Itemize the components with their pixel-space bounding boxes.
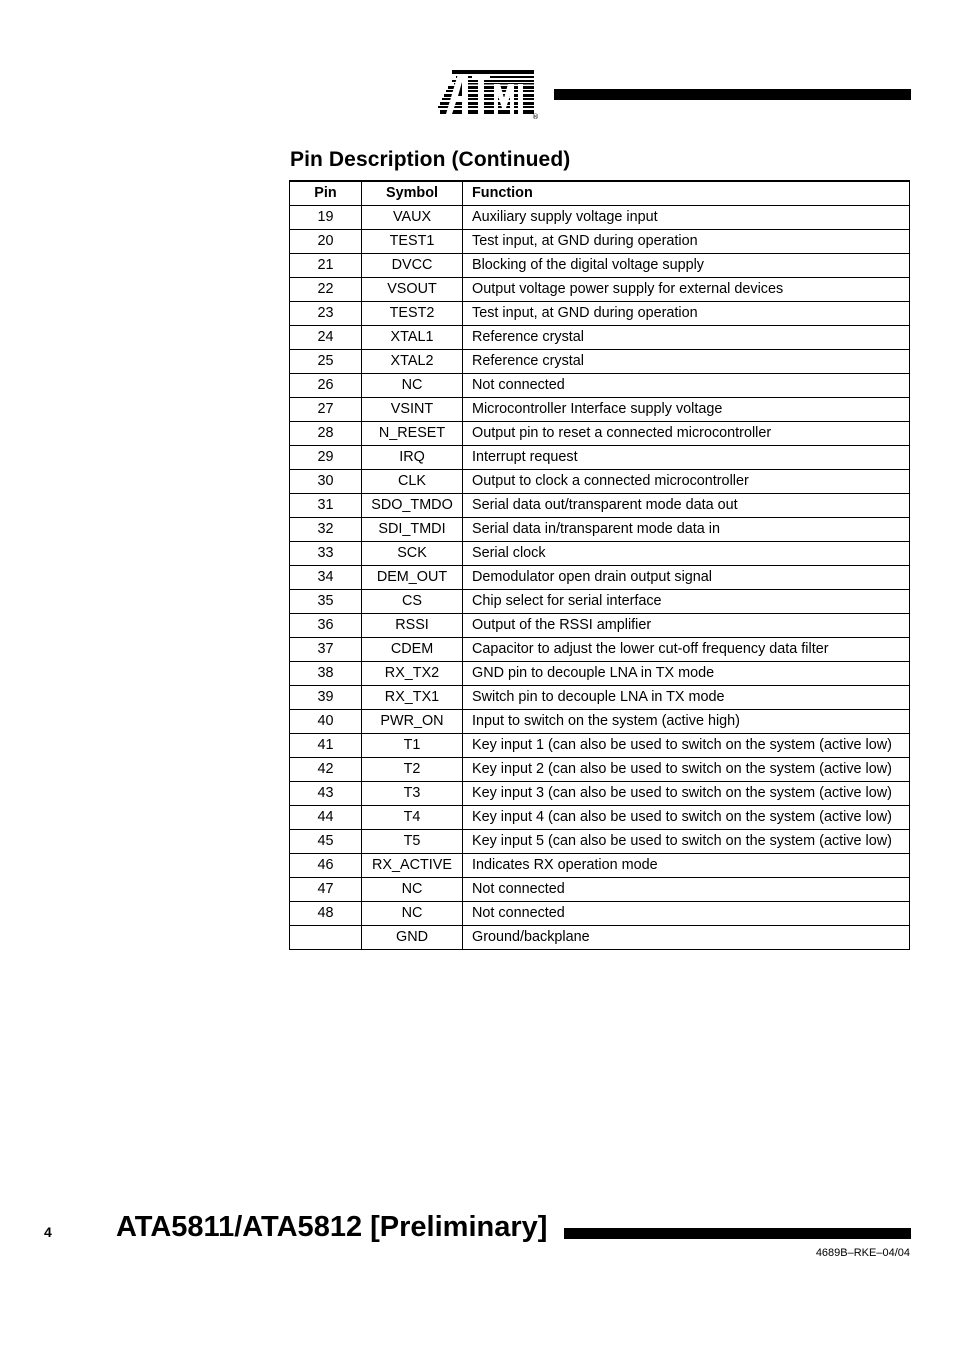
table-row <box>290 878 910 902</box>
function-cell: Ground/backplane <box>463 926 910 950</box>
function-cell: Microcontroller Interface supply voltage <box>463 398 910 422</box>
symbol-cell: VSINT <box>362 398 463 422</box>
symbol-cell: NC <box>362 374 463 398</box>
function-cell: Serial data in/transparent mode data in <box>463 518 910 542</box>
pin-cell: 26 <box>290 374 362 398</box>
function-cell: Switch pin to decouple LNA in TX mode <box>463 686 910 710</box>
pin-cell: 29 <box>290 446 362 470</box>
table-row <box>290 782 910 806</box>
pin-cell: 19 <box>290 206 362 230</box>
pin-cell: 27 <box>290 398 362 422</box>
function-cell: Interrupt request <box>463 446 910 470</box>
table-row <box>290 734 910 758</box>
pin-cell: 33 <box>290 542 362 566</box>
symbol-cell: RX_TX1 <box>362 686 463 710</box>
function-cell: Serial data out/transparent mode data out <box>463 494 910 518</box>
pin-cell: 37 <box>290 638 362 662</box>
function-cell: Capacitor to adjust the lower cut-off frequency data filter <box>463 638 910 662</box>
header-rule <box>554 89 911 100</box>
symbol-cell: T3 <box>362 782 463 806</box>
pin-cell: 24 <box>290 326 362 350</box>
table-row <box>290 758 910 782</box>
symbol-cell: DEM_OUT <box>362 566 463 590</box>
table-row <box>290 518 910 542</box>
table-row <box>290 806 910 830</box>
table-row <box>290 470 910 494</box>
pin-cell: 41 <box>290 734 362 758</box>
pin-cell: 46 <box>290 854 362 878</box>
symbol-cell: SDO_TMDO <box>362 494 463 518</box>
table-row <box>290 494 910 518</box>
table-row <box>290 662 910 686</box>
table-row <box>290 542 910 566</box>
document-code: 4689B–RKE–04/04 <box>815 1247 910 1259</box>
table-row <box>290 926 910 950</box>
pin-cell: 47 <box>290 878 362 902</box>
column-header-symbol: Symbol <box>362 181 463 206</box>
table-row <box>290 422 910 446</box>
table-row <box>290 254 910 278</box>
pin-cell: 30 <box>290 470 362 494</box>
symbol-cell: NC <box>362 902 463 926</box>
pin-cell: 48 <box>290 902 362 926</box>
symbol-cell: N_RESET <box>362 422 463 446</box>
symbol-cell: RX_TX2 <box>362 662 463 686</box>
symbol-cell: TEST2 <box>362 302 463 326</box>
symbol-cell: NC <box>362 878 463 902</box>
symbol-cell: XTAL1 <box>362 326 463 350</box>
symbol-cell: DVCC <box>362 254 463 278</box>
table-row <box>290 302 910 326</box>
pin-cell: 43 <box>290 782 362 806</box>
pin-cell: 20 <box>290 230 362 254</box>
symbol-cell: RX_ACTIVE <box>362 854 463 878</box>
function-cell: Key input 1 (can also be used to switch on the system (active low) <box>463 734 910 758</box>
function-cell: Test input, at GND during operation <box>463 302 910 326</box>
function-cell: Key input 2 (can also be used to switch on the system (active low) <box>463 758 910 782</box>
pin-cell: 38 <box>290 662 362 686</box>
function-cell: Reference crystal <box>463 326 910 350</box>
column-header-function: Function <box>463 181 910 206</box>
table-row <box>290 902 910 926</box>
symbol-cell: XTAL2 <box>362 350 463 374</box>
table-row <box>290 710 910 734</box>
table-row <box>290 830 910 854</box>
symbol-cell: TEST1 <box>362 230 463 254</box>
symbol-cell: SCK <box>362 542 463 566</box>
pin-cell: 25 <box>290 350 362 374</box>
pin-cell: 21 <box>290 254 362 278</box>
table-row <box>290 614 910 638</box>
function-cell: Serial clock <box>463 542 910 566</box>
section-title: Pin Description (Continued) <box>290 148 571 171</box>
pin-cell: 22 <box>290 278 362 302</box>
page-number: 4 <box>44 1224 52 1240</box>
pin-cell <box>290 926 362 950</box>
symbol-cell: CDEM <box>362 638 463 662</box>
table-row <box>290 206 910 230</box>
registered-mark: ® <box>532 113 539 120</box>
function-cell: Input to switch on the system (active high) <box>463 710 910 734</box>
symbol-cell: CLK <box>362 470 463 494</box>
function-cell: Key input 5 (can also be used to switch on the system (active low) <box>463 830 910 854</box>
table-row <box>290 278 910 302</box>
table-row <box>290 374 910 398</box>
pin-cell: 42 <box>290 758 362 782</box>
table-row <box>290 686 910 710</box>
function-cell: Output pin to reset a connected microcontroller <box>463 422 910 446</box>
symbol-cell: VSOUT <box>362 278 463 302</box>
pin-cell: 39 <box>290 686 362 710</box>
function-cell: Blocking of the digital voltage supply <box>463 254 910 278</box>
function-cell: Test input, at GND during operation <box>463 230 910 254</box>
function-cell: Reference crystal <box>463 350 910 374</box>
symbol-cell: GND <box>362 926 463 950</box>
atmel-logo <box>438 68 542 120</box>
function-cell: Output voltage power supply for external devices <box>463 278 910 302</box>
table-row <box>290 446 910 470</box>
table-row <box>290 398 910 422</box>
table-row <box>290 350 910 374</box>
table-row <box>290 566 910 590</box>
table-row <box>290 638 910 662</box>
pin-cell: 23 <box>290 302 362 326</box>
pin-cell: 31 <box>290 494 362 518</box>
symbol-cell: IRQ <box>362 446 463 470</box>
pin-cell: 32 <box>290 518 362 542</box>
table-row <box>290 230 910 254</box>
pin-cell: 35 <box>290 590 362 614</box>
pin-cell: 40 <box>290 710 362 734</box>
pin-description-table <box>289 180 910 950</box>
function-cell: Not connected <box>463 374 910 398</box>
function-cell: Demodulator open drain output signal <box>463 566 910 590</box>
pin-cell: 44 <box>290 806 362 830</box>
symbol-cell: T5 <box>362 830 463 854</box>
pin-cell: 34 <box>290 566 362 590</box>
function-cell: Not connected <box>463 902 910 926</box>
symbol-cell: T1 <box>362 734 463 758</box>
function-cell: Key input 4 (can also be used to switch on the system (active low) <box>463 806 910 830</box>
function-cell: Not connected <box>463 878 910 902</box>
function-cell: Output to clock a connected microcontroller <box>463 470 910 494</box>
function-cell: Output of the RSSI amplifier <box>463 614 910 638</box>
pin-cell: 45 <box>290 830 362 854</box>
column-header-pin: Pin <box>290 181 362 206</box>
symbol-cell: T2 <box>362 758 463 782</box>
table-header-row <box>290 181 910 206</box>
table-row <box>290 590 910 614</box>
symbol-cell: SDI_TMDI <box>362 518 463 542</box>
function-cell: Key input 3 (can also be used to switch on the system (active low) <box>463 782 910 806</box>
function-cell: Indicates RX operation mode <box>463 854 910 878</box>
function-cell: Auxiliary supply voltage input <box>463 206 910 230</box>
pin-cell: 36 <box>290 614 362 638</box>
table-row <box>290 854 910 878</box>
symbol-cell: T4 <box>362 806 463 830</box>
symbol-cell: RSSI <box>362 614 463 638</box>
document-title: ATA5811/ATA5812 [Preliminary] <box>116 1211 548 1243</box>
symbol-cell: VAUX <box>362 206 463 230</box>
table-row <box>290 326 910 350</box>
function-cell: Chip select for serial interface <box>463 590 910 614</box>
footer-rule <box>564 1228 911 1239</box>
symbol-cell: CS <box>362 590 463 614</box>
symbol-cell: PWR_ON <box>362 710 463 734</box>
function-cell: GND pin to decouple LNA in TX mode <box>463 662 910 686</box>
pin-cell: 28 <box>290 422 362 446</box>
